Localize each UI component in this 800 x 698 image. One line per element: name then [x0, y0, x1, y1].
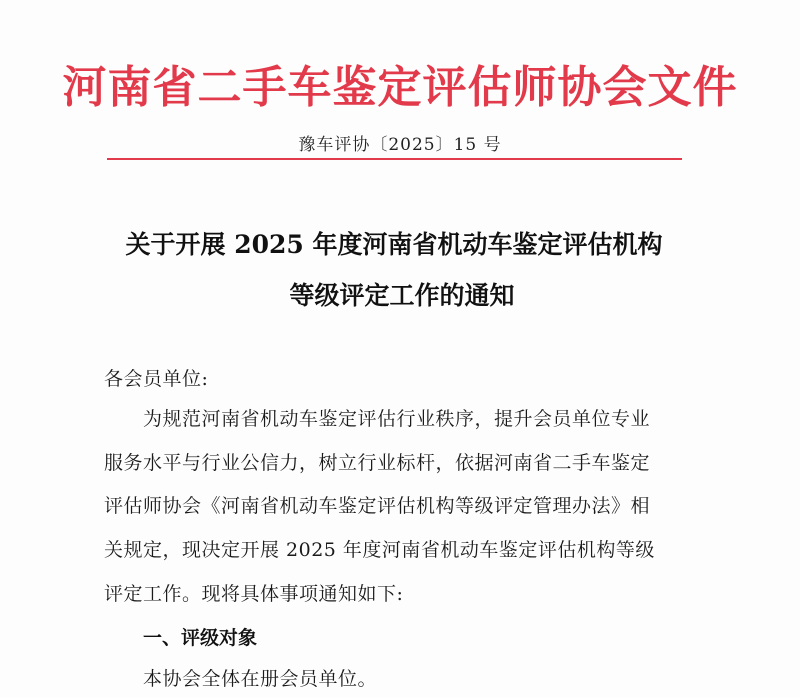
- body-line-2: 服务水平与行业公信力，树立行业标杆，依据河南省二手车鉴定: [104, 452, 651, 474]
- body-line-3: 评估师协会《河南省机动车鉴定评估机构等级评定管理办法》相: [104, 495, 651, 517]
- salutation: 各会员单位:: [104, 368, 209, 390]
- notice-title-line-1: 关于开展 2025 年度河南省机动车鉴定评估机构: [125, 230, 663, 259]
- section-1-text: 本协会全体在册会员单位。: [143, 668, 378, 690]
- body-line-4: 关规定，现决定开展 2025 年度河南省机动车鉴定评估机构等级: [104, 539, 655, 561]
- section-heading-1: 一、评级对象: [143, 627, 258, 649]
- notice-title-line-2: 等级评定工作的通知: [289, 281, 515, 310]
- document-number: 豫车评协〔2025〕15 号: [298, 135, 502, 155]
- body-line-1: 为规范河南省机动车鉴定评估行业秩序，提升会员单位专业: [143, 408, 651, 430]
- red-divider-line: [107, 158, 682, 160]
- organization-title: 河南省二手车鉴定评估师协会文件: [62, 62, 738, 113]
- body-line-5: 评定工作。现将具体事项通知如下:: [104, 583, 404, 605]
